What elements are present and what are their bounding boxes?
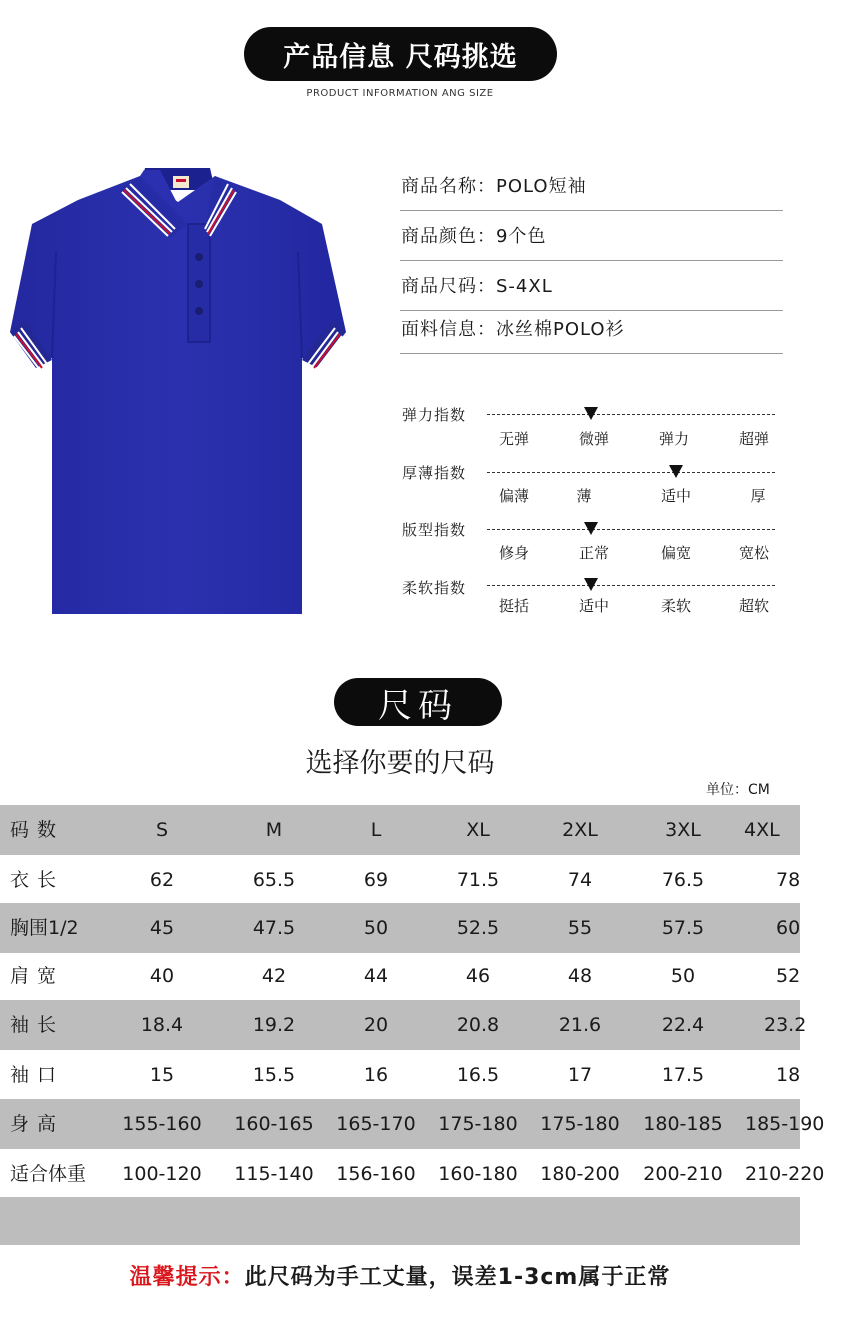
index-label: 偏薄	[498, 487, 529, 505]
table-header-cell: M	[265, 819, 283, 841]
table-cell: 71.5	[456, 869, 500, 891]
table-cell: 100-120	[122, 1163, 202, 1185]
table-cell: 160-165	[234, 1113, 314, 1135]
table-cell: 袖 口	[10, 1064, 58, 1086]
table-cell: 47.5	[252, 917, 296, 939]
index-title: 弹力指数	[402, 406, 467, 424]
info-fabric-row	[400, 305, 783, 354]
table-row	[0, 903, 800, 953]
table-cell: 50	[363, 917, 389, 939]
table-cell: 156-160	[336, 1163, 416, 1185]
index-title: 厚薄指数	[402, 464, 467, 482]
table-cell: 115-140	[234, 1163, 314, 1185]
table-header-cell: 4XL	[744, 819, 780, 841]
index-label: 挺括	[498, 597, 529, 615]
tip-note	[0, 1260, 800, 1291]
info-name: 商品名称：POLO短袖	[401, 176, 587, 197]
index-label: 宽松	[738, 544, 769, 562]
table-cell: 78	[776, 869, 801, 891]
table-header-cell: XL	[466, 819, 490, 841]
table-header-cell: L	[370, 819, 382, 841]
index-label: 厚	[750, 487, 766, 505]
table-cell: 46	[465, 965, 491, 987]
table-header-cell: S	[155, 819, 169, 841]
table-cell: 74	[567, 869, 593, 891]
table-cell: 69	[363, 869, 389, 891]
table-cell: 185-190	[745, 1113, 825, 1135]
table-cell: 45	[149, 917, 175, 939]
table-cell: 23.2	[764, 1014, 807, 1036]
table-row	[0, 1000, 807, 1050]
index-label: 弹力	[658, 430, 689, 448]
index-marker-arrow	[584, 407, 598, 420]
info-name-row	[400, 162, 783, 211]
table-cell: 65.5	[252, 869, 296, 891]
table-cell: 180-185	[643, 1113, 723, 1135]
table-cell: 48	[567, 965, 593, 987]
table-cell: 55	[567, 917, 593, 939]
table-cell: 胸围1/2	[10, 917, 79, 939]
index-label: 柔软	[660, 597, 691, 615]
index-label: 适中	[660, 487, 691, 505]
info-color: 商品颜色：9个色	[401, 226, 547, 247]
index-scale-line	[487, 472, 775, 473]
table-cell: 身 高	[10, 1113, 58, 1135]
table-cell: 16	[363, 1064, 389, 1086]
table-header-cell: 码 数	[10, 819, 58, 841]
table-cell: 18	[776, 1064, 801, 1086]
index-label: 超弹	[738, 430, 769, 448]
table-cell: 20.8	[456, 1014, 500, 1036]
info-size: 商品尺码：S-4XL	[401, 276, 553, 297]
index-marker-arrow	[669, 465, 683, 478]
tip-text: 此尺码为手工丈量，误差1-3cm属于正常	[244, 1265, 671, 1290]
table-cell: 180-200	[540, 1163, 620, 1185]
table-cell: 57.5	[661, 917, 705, 939]
size-subtitle: 选择你要的尺码	[305, 748, 495, 779]
table-cell: 60	[776, 917, 801, 939]
table-cell: 200-210	[643, 1163, 723, 1185]
unit-label: 单位：CM	[706, 782, 770, 798]
info-color-row	[400, 212, 783, 261]
info-fabric: 面料信息：冰丝棉POLO衫	[401, 319, 625, 340]
info-size-row	[400, 262, 783, 311]
table-row	[0, 1149, 825, 1199]
section-subtitle-en: PRODUCT INFORMATION ANG SIZE	[306, 88, 494, 99]
table-header-row	[0, 805, 800, 855]
table-cell: 19.2	[252, 1014, 296, 1036]
table-cell: 衣 长	[10, 869, 58, 891]
table-cell: 适合体重	[10, 1163, 87, 1185]
table-row	[0, 951, 800, 1001]
table-cell: 20	[363, 1014, 389, 1036]
index-marker-arrow	[584, 578, 598, 591]
table-cell: 50	[670, 965, 696, 987]
table-cell: 22.4	[661, 1014, 705, 1036]
table-cell: 18.4	[140, 1014, 184, 1036]
tip-label: 温馨提示：	[129, 1265, 245, 1290]
index-label: 偏宽	[660, 544, 691, 562]
table-cell: 44	[363, 965, 389, 987]
index-label: 正常	[578, 544, 609, 562]
table-cell: 15.5	[252, 1064, 296, 1086]
table-cell: 52.5	[456, 917, 500, 939]
table-cell: 160-180	[438, 1163, 518, 1185]
index-label: 薄	[576, 487, 592, 505]
index-label: 无弹	[498, 430, 529, 448]
table-row	[0, 1050, 800, 1100]
table-cell: 袖 长	[10, 1014, 58, 1036]
table-header-cell: 3XL	[665, 819, 701, 841]
index-label: 修身	[498, 544, 529, 562]
table-cell: 175-180	[540, 1113, 620, 1135]
table-cell: 17	[567, 1064, 593, 1086]
index-label: 微弹	[578, 430, 609, 448]
index-scale-line	[487, 529, 775, 530]
table-cell: 17.5	[661, 1064, 705, 1086]
table-row	[0, 855, 800, 905]
table-cell: 52	[776, 965, 801, 987]
index-title: 版型指数	[402, 521, 467, 539]
table-cell: 16.5	[456, 1064, 500, 1086]
table-header-cell: 2XL	[562, 819, 598, 841]
table-cell: 40	[149, 965, 175, 987]
table-cell: 肩 宽	[10, 965, 58, 987]
index-title: 柔软指数	[402, 579, 467, 597]
section-title-size: 尺码	[334, 678, 502, 726]
index-scale-line	[487, 414, 775, 415]
index-label: 适中	[578, 597, 609, 615]
table-cell: 210-220	[745, 1163, 825, 1185]
table-cell: 15	[149, 1064, 175, 1086]
table-cell: 165-170	[336, 1113, 416, 1135]
table-empty-row	[0, 1197, 800, 1245]
table-cell: 155-160	[122, 1113, 202, 1135]
table-row	[0, 1099, 825, 1149]
section-title-product-info: 产品信息 尺码挑选	[244, 27, 557, 81]
index-label: 超软	[738, 597, 769, 615]
table-cell: 175-180	[438, 1113, 518, 1135]
table-cell: 42	[261, 965, 287, 987]
index-scale-line	[487, 585, 775, 586]
polo-shirt-image	[10, 162, 348, 614]
table-cell: 62	[149, 869, 175, 891]
index-marker-arrow	[584, 522, 598, 535]
table-cell: 76.5	[661, 869, 705, 891]
table-cell: 21.6	[558, 1014, 602, 1036]
